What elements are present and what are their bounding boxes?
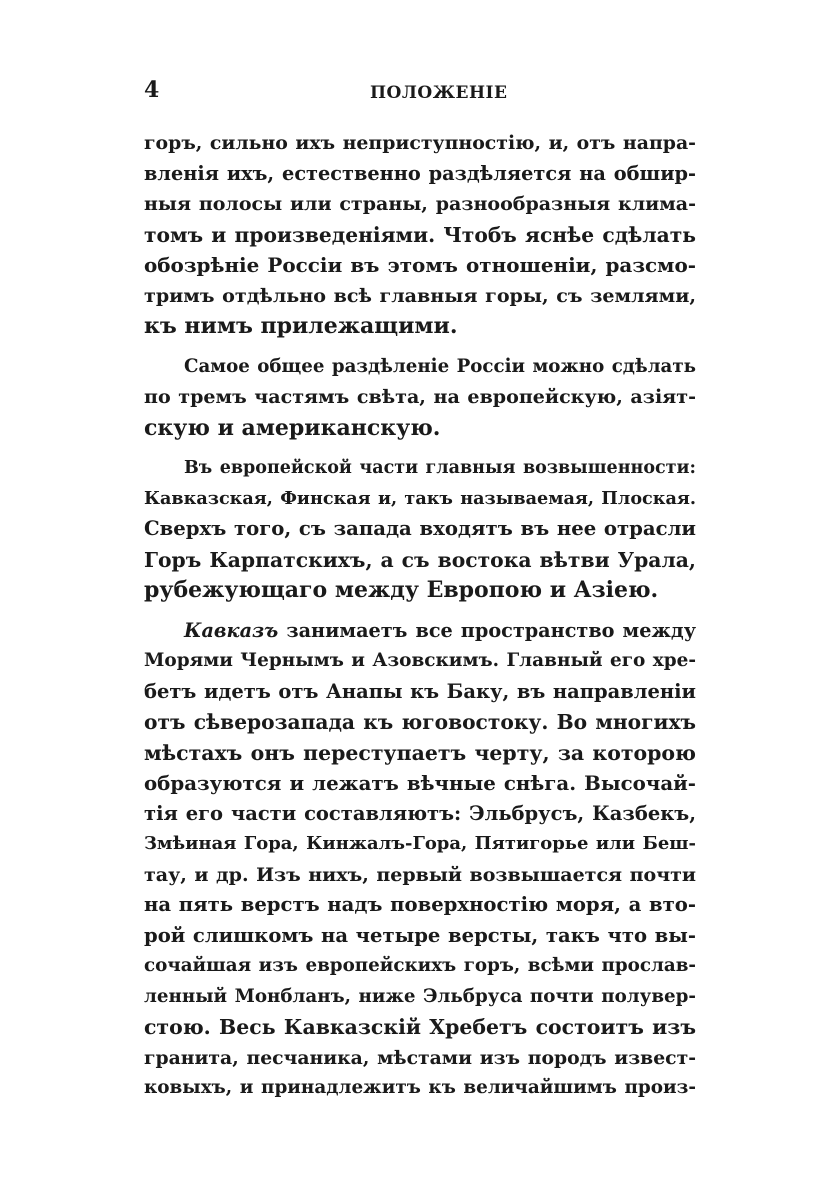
text-line: гранита, песчаника, мѣстами изъ породъ извест- — [144, 1046, 696, 1069]
body-text — [144, 128, 696, 1104]
text-line: по тремъ частямъ свѣта, на европейскую, азіят- — [144, 386, 696, 408]
text-line: обозрѣніе Россіи въ этомъ отношеніи, разсмо- — [144, 253, 696, 277]
text-line: Сверхъ того, съ запада входятъ въ нее отрасли — [144, 517, 696, 540]
paragraph-gap — [144, 606, 696, 616]
paragraph-gap — [144, 443, 696, 453]
text-line: рой слишкомъ на четыре версты, такъ что вы- — [144, 923, 696, 947]
text-line: ковыхъ, и принадлежитъ къ величайшимъ произ- — [144, 1077, 696, 1098]
text-line: Кавказская, Финская и, такъ называемая, Плоская. — [144, 487, 696, 509]
text-line: рубежующаго между Европою и Азіею. — [144, 577, 659, 603]
text-line: тау, и др. Изъ нихъ, первый возвышается почти — [144, 863, 696, 886]
text-line: къ нимъ прилежащими. — [144, 313, 458, 339]
text-line: образуются и лежатъ вѣчные снѣга. Высочай- — [144, 771, 696, 795]
running-title: ПОЛОЖЕНІЕ — [370, 83, 508, 103]
text-line: сочайшая изъ европейскихъ горъ, всѣми прослав- — [144, 955, 696, 976]
text-line: на пять верстъ надъ поверхностію моря, а вто- — [144, 893, 696, 916]
page-number: 4 — [144, 77, 160, 103]
text-line: бетъ идетъ отъ Анапы къ Баку, въ направленіи — [144, 679, 696, 703]
italic-term: Кавказъ — [184, 618, 279, 642]
text-line: Горъ Карпатскихъ, а съ востока вѣтви Урала, — [144, 547, 696, 572]
text-line: тримъ отдѣльно всѣ главныя горы, съ землями, — [144, 283, 696, 307]
text-line: Въ европейской части главныя возвышенности: — [184, 458, 696, 478]
paragraph-3 — [144, 453, 696, 606]
paragraph-2 — [144, 352, 696, 444]
text-line: ленный Монбланъ, ниже Эльбруса почти полувер- — [144, 985, 696, 1007]
text-line: мѣстахъ онъ переступаетъ черту, за которою — [144, 740, 696, 765]
text-line: отъ сѣверозапада къ юговостоку. Во многихъ — [144, 710, 696, 734]
text-line-first — [144, 616, 696, 647]
text-line: томъ и произведеніями. Чтобъ яснѣе сдѣлать — [144, 222, 696, 247]
text-line: горъ, сильно ихъ неприступностію, и, отъ напра- — [144, 132, 696, 154]
paragraph-gap — [144, 342, 696, 352]
paragraph-4 — [144, 616, 696, 1104]
text-line: стою. Весь Кавказскій Хребетъ состоитъ изъ — [144, 1015, 696, 1039]
text-line: ныя полосы или страны, разнообразныя клима- — [144, 193, 696, 215]
text-line: тія его части составляютъ: Эльбрусъ, Казбекъ, — [144, 801, 696, 825]
text-line: скую и американскую. — [144, 414, 441, 441]
text-line: Самое общее раздѣленіе Россіи можно сдѣлать — [184, 355, 696, 377]
text-line: Змѣиная Гора, Кинжалъ-Гора, Пятигорье или Беш- — [144, 833, 696, 854]
paragraph-1 — [144, 128, 696, 342]
text-line: Морями Чернымъ и Азовскимъ. Главный его хре- — [144, 650, 696, 671]
text-line: вленія ихъ, естественно раздѣляется на обшир- — [144, 161, 696, 185]
text-line-rest: занимаетъ все пространство между — [278, 618, 696, 642]
